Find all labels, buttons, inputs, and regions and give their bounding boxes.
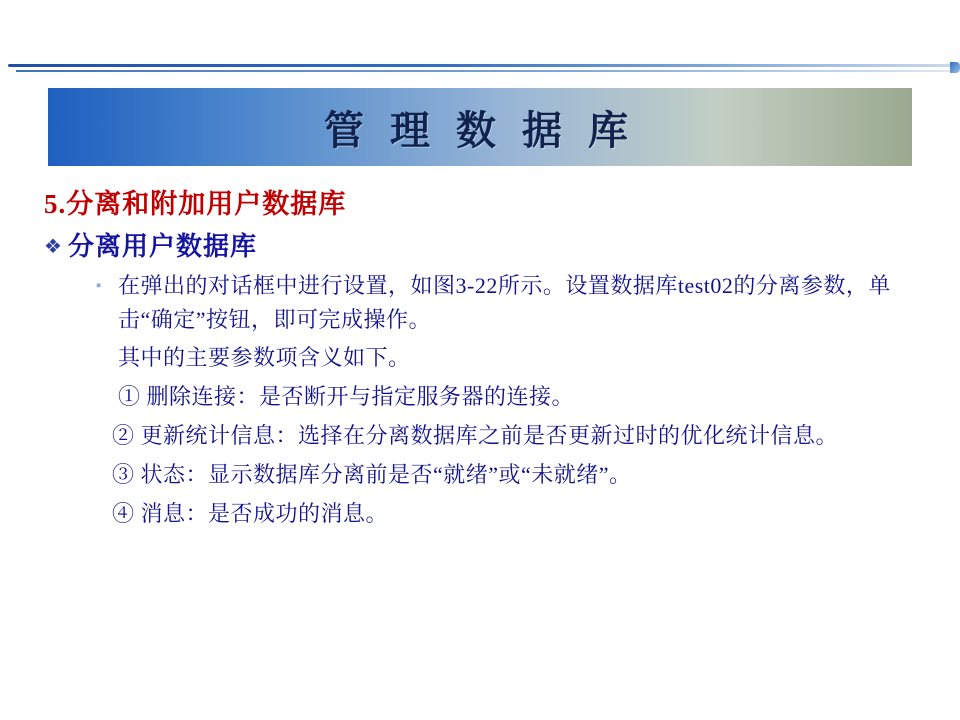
level2-bullet-row xyxy=(44,269,924,337)
paragraph-item-1: ① 删除连接：是否断开与指定服务器的连接。 xyxy=(118,384,575,409)
paragraph-item-4: ④ 消息：是否成功的消息。 xyxy=(112,501,389,526)
level1-bullet-label: 分离用户数据库 xyxy=(68,232,258,261)
top-rule-primary xyxy=(8,64,952,67)
slide-body xyxy=(44,182,924,532)
page-title: 管 理 数 据 库 xyxy=(324,107,636,153)
level1-bullet-row xyxy=(44,231,924,263)
paragraph-item-3: ③ 状态：显示数据库分离前是否“就绪”或“未就绪”。 xyxy=(112,462,632,487)
diamond-bullet-icon: ❖ xyxy=(44,236,62,258)
square-bullet-icon: ▪ xyxy=(96,278,102,294)
top-rule-end-cap xyxy=(950,62,960,73)
paragraph-item-2: ② 更新统计信息：选择在分离数据库之前是否更新过时的优化统计信息。 xyxy=(112,423,839,448)
top-rule-secondary xyxy=(16,70,952,72)
paragraph-summary: 其中的主要参数项含义如下。 xyxy=(118,345,411,370)
decorative-top-rules xyxy=(0,64,960,78)
title-banner xyxy=(48,88,912,166)
section-heading: 5.分离和附加用户数据库 xyxy=(44,189,347,219)
level2-bullet-label: 在弹出的对话框中进行设置，如图3-22所示。设置数据库test02的分离参数，单击“确定”按钮，即可完成操作。 xyxy=(118,273,891,332)
